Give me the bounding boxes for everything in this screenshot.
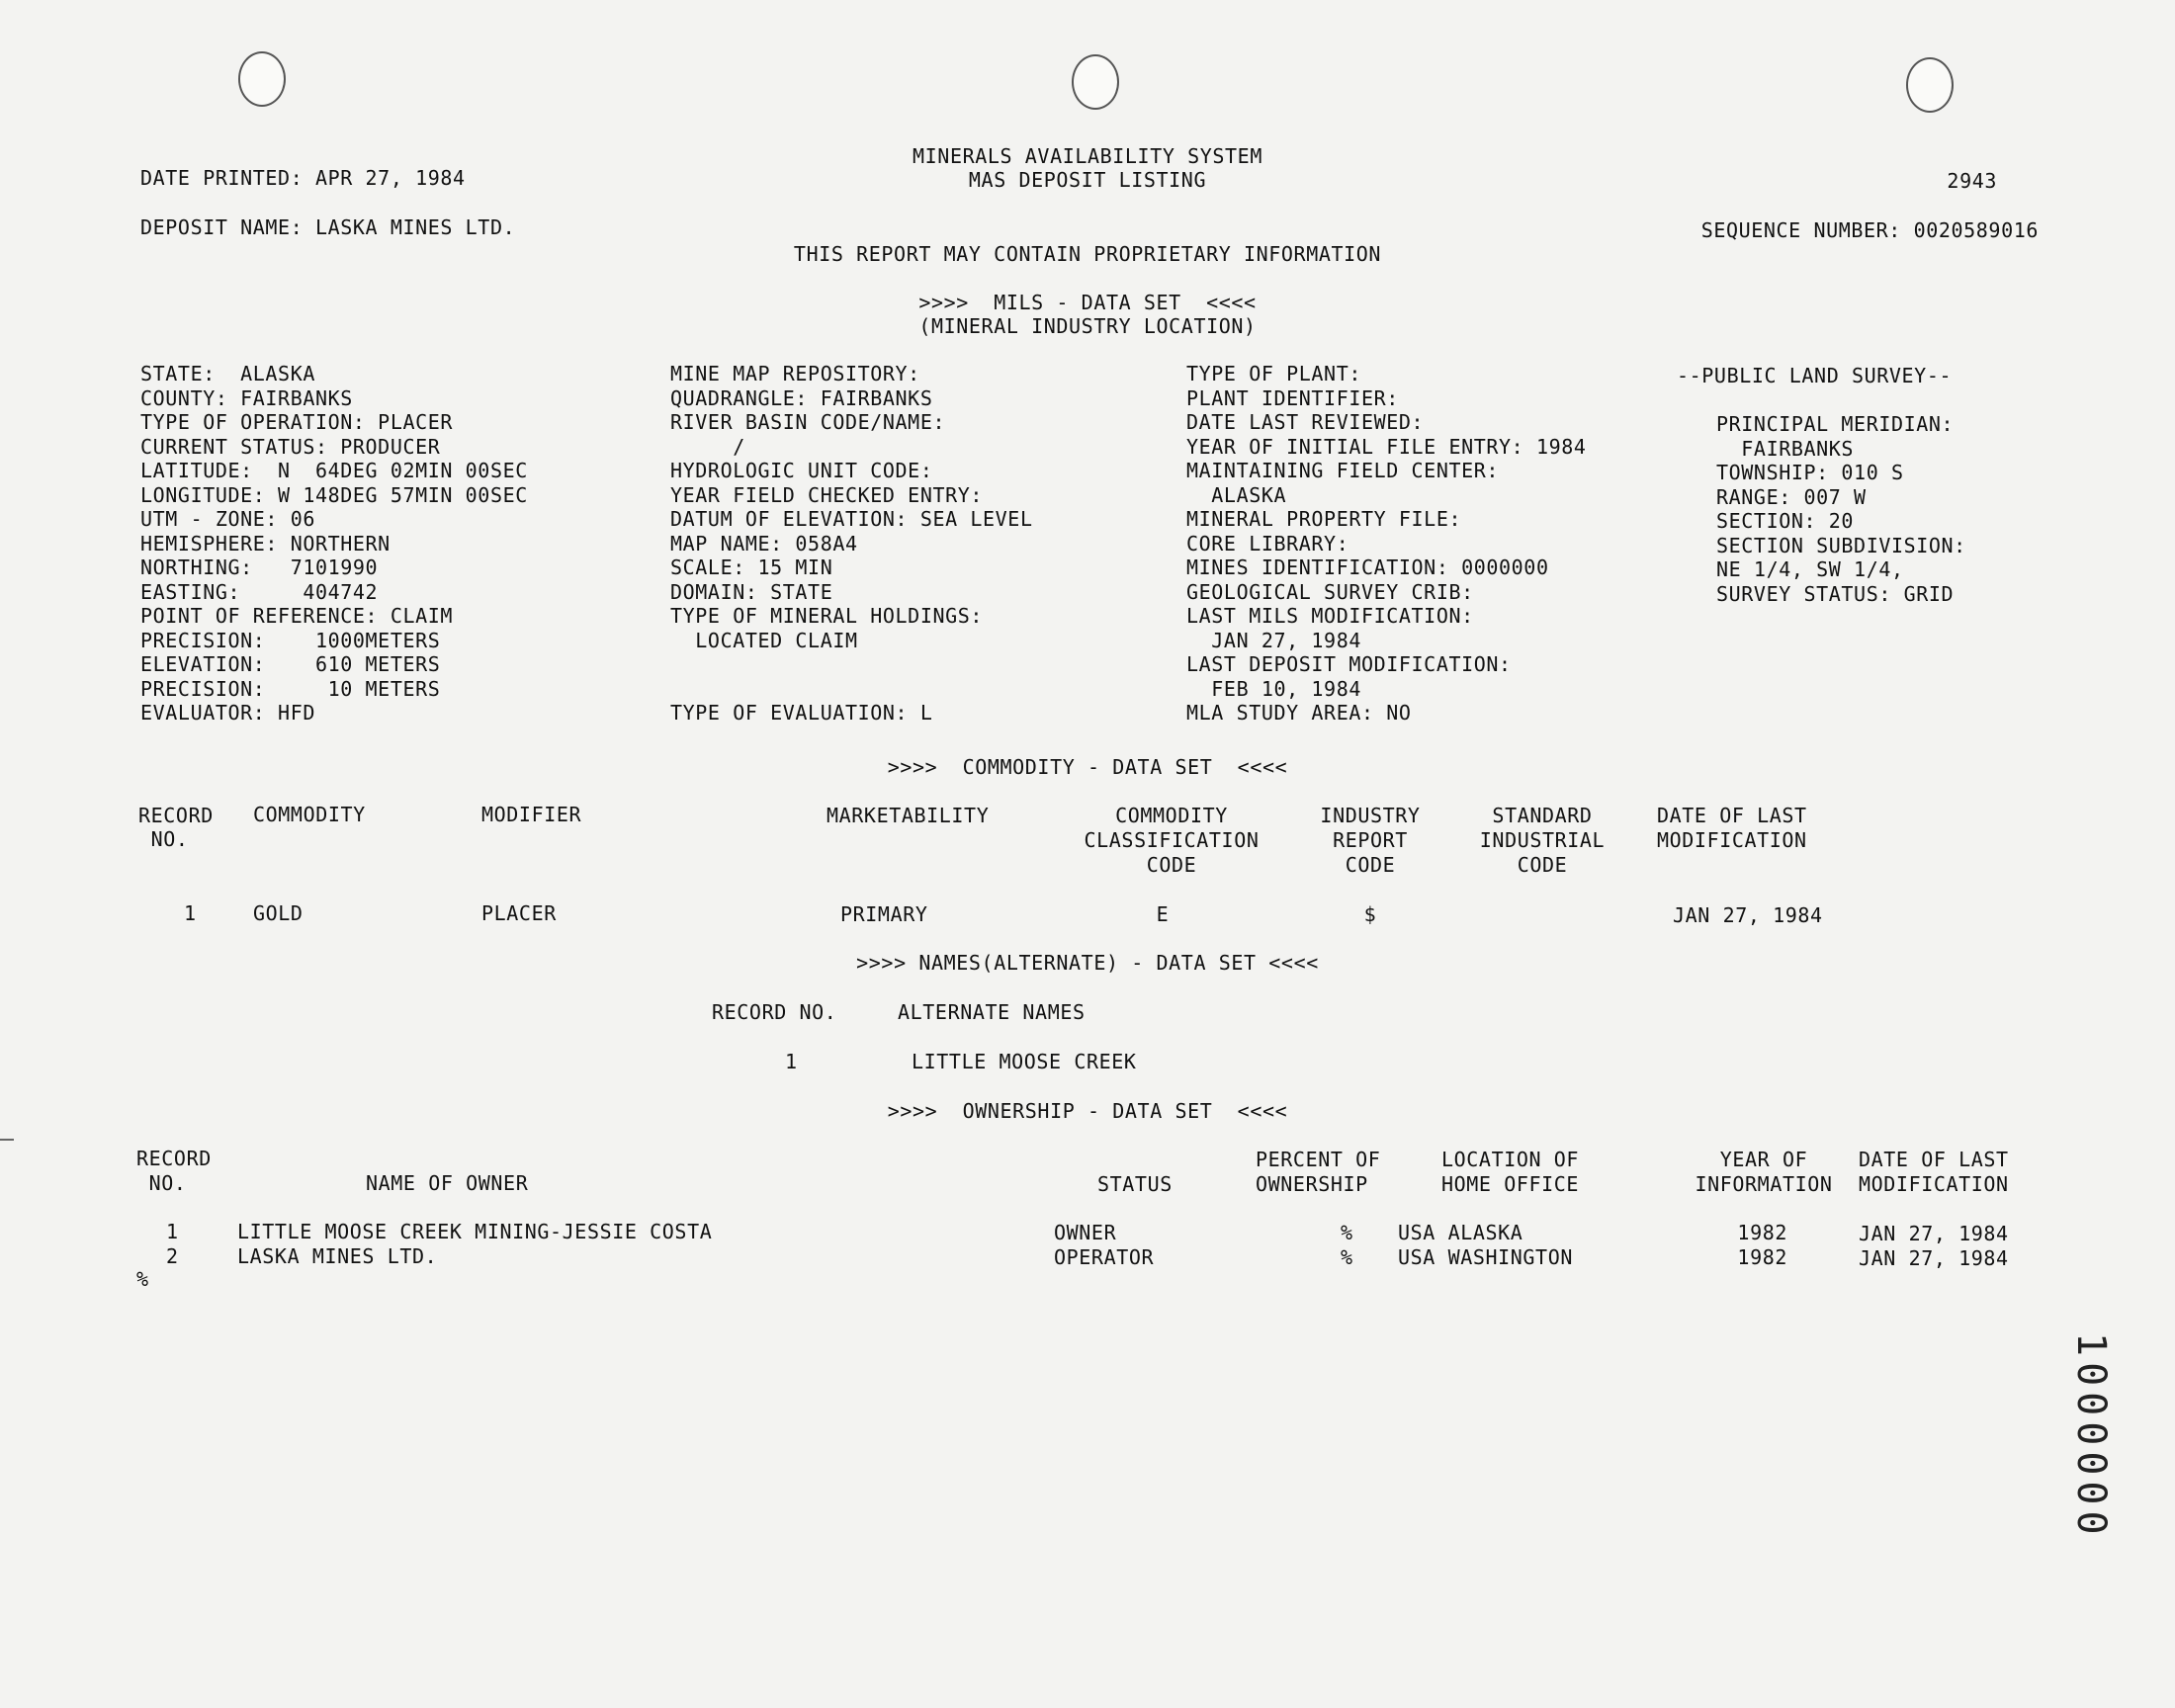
cell-percent: % <box>1341 1221 1353 1244</box>
col-header-record: RECORD <box>138 804 214 827</box>
col-header-date: DATE OF LAST <box>1859 1148 2009 1171</box>
pls-field: TOWNSHIP: 010 S <box>1716 461 1904 484</box>
col-header-date: MODIFICATION <box>1657 828 1807 852</box>
col-header-year: INFORMATION <box>1695 1172 1833 1196</box>
mils-field: / <box>670 434 745 459</box>
mils-field: MINERAL PROPERTY FILE: <box>1186 507 1462 531</box>
col-header-record: RECORD <box>136 1147 212 1170</box>
names-record-header: RECORD NO. <box>712 1000 837 1024</box>
pls-field: SURVEY STATUS: GRID <box>1716 581 1955 606</box>
col-header-percent: PERCENT OF <box>1256 1148 1381 1171</box>
page-number: 2943 <box>1947 169 1997 193</box>
mils-subheading: (MINERAL INDUSTRY LOCATION) <box>918 314 1257 338</box>
pls-field: SECTION: 20 <box>1716 509 1855 533</box>
col-header-year: YEAR OF <box>1719 1148 1808 1171</box>
cell-year: 1982 <box>1737 1221 1787 1244</box>
mils-field: MAP NAME: 058A4 <box>670 531 858 555</box>
sequence-number: SEQUENCE NUMBER: 0020589016 <box>1700 218 2039 242</box>
cell-year: 1982 <box>1737 1245 1787 1269</box>
mils-field: DOMAIN: STATE <box>670 579 833 604</box>
cell-location: USA ALASKA <box>1398 1221 1523 1244</box>
margin-stamp: 1000000 <box>2068 1332 2114 1541</box>
col-header-classification: CLASSIFICATION <box>1084 828 1260 852</box>
listing-title: MAS DEPOSIT LISTING <box>968 168 1207 192</box>
cell-classification-code: E <box>1156 902 1170 926</box>
mils-field: TYPE OF PLANT: <box>1186 362 1361 385</box>
punch-hole-left <box>238 51 286 107</box>
cell-date: JAN 27, 1984 <box>1673 903 1823 927</box>
mils-field: YEAR FIELD CHECKED ENTRY: <box>670 482 984 507</box>
commodity-heading: >>>> COMMODITY - DATA SET <<<< <box>887 755 1288 779</box>
mils-field: YEAR OF INITIAL FILE ENTRY: 1984 <box>1186 434 1587 459</box>
mils-field: PRECISION: 1000METERS <box>140 628 441 652</box>
col-header-commodity: COMMODITY <box>253 803 366 826</box>
mils-field: HEMISPHERE: NORTHERN <box>140 531 391 555</box>
cell-industry-code: $ <box>1363 902 1377 926</box>
col-header-industry: REPORT <box>1333 828 1408 852</box>
col-header-date: DATE OF LAST <box>1657 804 1807 827</box>
footer-percent-mark: % <box>136 1267 149 1291</box>
col-header-standard: STANDARD <box>1492 804 1593 827</box>
mils-field: JAN 27, 1984 <box>1186 628 1361 652</box>
mils-field: MAINTAINING FIELD CENTER: <box>1186 459 1500 482</box>
mils-field: STATE: ALASKA <box>140 362 315 385</box>
cell-date: JAN 27, 1984 <box>1859 1246 2009 1270</box>
cell-marketability: PRIMARY <box>840 902 928 926</box>
system-title: MINERALS AVAILABILITY SYSTEM <box>913 144 1262 168</box>
cell-date: JAN 27, 1984 <box>1859 1222 2009 1245</box>
col-header-standard: INDUSTRIAL <box>1479 828 1606 852</box>
col-header-modifier: MODIFIER <box>481 803 582 826</box>
col-header-status: STATUS <box>1097 1172 1173 1196</box>
cell-status: OWNER <box>1054 1221 1117 1244</box>
names-alternate-name: LITTLE MOOSE CREEK <box>912 1050 1137 1073</box>
mils-field: RIVER BASIN CODE/NAME: <box>670 410 946 434</box>
cell-percent: % <box>1341 1245 1353 1269</box>
edge-mark <box>0 1139 14 1141</box>
mils-field: MINE MAP REPOSITORY: <box>670 362 920 385</box>
cell-modifier: PLACER <box>481 901 557 925</box>
deposit-name: DEPOSIT NAME: LASKA MINES LTD. <box>140 215 516 239</box>
pls-heading: --PUBLIC LAND SURVEY-- <box>1677 364 1953 387</box>
col-header-classification: CODE <box>1146 853 1197 877</box>
mils-field: TYPE OF EVALUATION: L <box>670 701 933 725</box>
mils-field: PLANT IDENTIFIER: <box>1186 385 1399 410</box>
mils-field: LAST MILS MODIFICATION: <box>1186 604 1474 628</box>
ownership-heading: >>>> OWNERSHIP - DATA SET <<<< <box>887 1099 1288 1123</box>
cell-record: 1 <box>166 1220 179 1243</box>
mils-field: POINT OF REFERENCE: CLAIM <box>140 604 454 628</box>
col-header-location: HOME OFFICE <box>1441 1172 1580 1196</box>
names-record: 1 <box>785 1050 798 1073</box>
cell-record: 2 <box>166 1244 179 1268</box>
mils-field: COUNTY: FAIRBANKS <box>140 385 353 410</box>
mils-field: LOCATED CLAIM <box>670 628 858 652</box>
cell-commodity: GOLD <box>253 901 304 925</box>
col-header-date: MODIFICATION <box>1859 1172 2009 1196</box>
mils-field: DATE LAST REVIEWED: <box>1186 410 1425 434</box>
col-header-marketability: MARKETABILITY <box>826 804 990 827</box>
mils-field: LAST DEPOSIT MODIFICATION: <box>1186 652 1512 676</box>
cell-status: OPERATOR <box>1054 1245 1155 1269</box>
mils-field: CURRENT STATUS: PRODUCER <box>140 434 441 459</box>
punch-hole-center <box>1072 54 1119 110</box>
col-header-percent: OWNERSHIP <box>1256 1172 1368 1196</box>
mils-field: LATITUDE: N 64DEG 02MIN 00SEC <box>140 459 528 482</box>
mils-field: EVALUATOR: HFD <box>140 701 315 725</box>
mils-field: QUADRANGLE: FAIRBANKS <box>670 385 933 410</box>
pls-field: RANGE: 007 W <box>1716 484 1867 509</box>
mils-field: ALASKA <box>1186 482 1287 507</box>
mils-field: DATUM OF ELEVATION: SEA LEVEL <box>670 507 1033 531</box>
cell-record: 1 <box>184 901 197 925</box>
pls-field: FAIRBANKS <box>1716 436 1855 461</box>
mils-heading: >>>> MILS - DATA SET <<<< <box>918 291 1257 314</box>
cell-owner: LITTLE MOOSE CREEK MINING-JESSIE COSTA <box>237 1220 713 1243</box>
date-printed: DATE PRINTED: APR 27, 1984 <box>140 166 466 190</box>
mils-field: LONGITUDE: W 148DEG 57MIN 00SEC <box>140 482 528 507</box>
mils-field: SCALE: 15 MIN <box>670 555 833 579</box>
col-header-record: NO. <box>136 1171 187 1195</box>
mils-field: GEOLOGICAL SURVEY CRIB: <box>1186 579 1474 604</box>
col-header-owner: NAME OF OWNER <box>366 1171 529 1195</box>
mils-field: PRECISION: 10 METERS <box>140 676 441 701</box>
col-header-location: LOCATION OF <box>1441 1148 1580 1171</box>
col-header-industry: INDUSTRY <box>1320 804 1421 827</box>
col-header-record: NO. <box>138 827 189 851</box>
col-header-classification: COMMODITY <box>1115 804 1228 827</box>
mils-field: NORTHING: 7101990 <box>140 555 379 579</box>
pls-field: NE 1/4, SW 1/4, <box>1716 557 1904 581</box>
proprietary-notice: THIS REPORT MAY CONTAIN PROPRIETARY INFORMATION <box>793 242 1382 266</box>
mils-field: TYPE OF MINERAL HOLDINGS: <box>670 604 984 628</box>
mils-field: FEB 10, 1984 <box>1186 676 1361 701</box>
mils-field: CORE LIBRARY: <box>1186 531 1349 555</box>
pls-field: SECTION SUBDIVISION: <box>1716 533 1966 557</box>
names-heading: >>>> NAMES(ALTERNATE) - DATA SET <<<< <box>856 951 1319 975</box>
names-alternate-header: ALTERNATE NAMES <box>898 1000 1086 1024</box>
cell-owner: LASKA MINES LTD. <box>237 1244 438 1268</box>
mils-field: TYPE OF OPERATION: PLACER <box>140 410 454 434</box>
punch-hole-right <box>1906 57 1954 113</box>
mils-field: MLA STUDY AREA: NO <box>1186 701 1412 725</box>
mils-field: EASTING: 404742 <box>140 579 379 604</box>
col-header-standard: CODE <box>1517 853 1568 877</box>
mils-field: ELEVATION: 610 METERS <box>140 652 441 676</box>
mils-field: UTM - ZONE: 06 <box>140 507 315 531</box>
col-header-industry: CODE <box>1345 853 1396 877</box>
pls-field: PRINCIPAL MERIDIAN: <box>1716 412 1955 436</box>
mils-field: HYDROLOGIC UNIT CODE: <box>670 459 933 482</box>
cell-location: USA WASHINGTON <box>1398 1245 1573 1269</box>
mils-field: MINES IDENTIFICATION: 0000000 <box>1186 555 1549 579</box>
